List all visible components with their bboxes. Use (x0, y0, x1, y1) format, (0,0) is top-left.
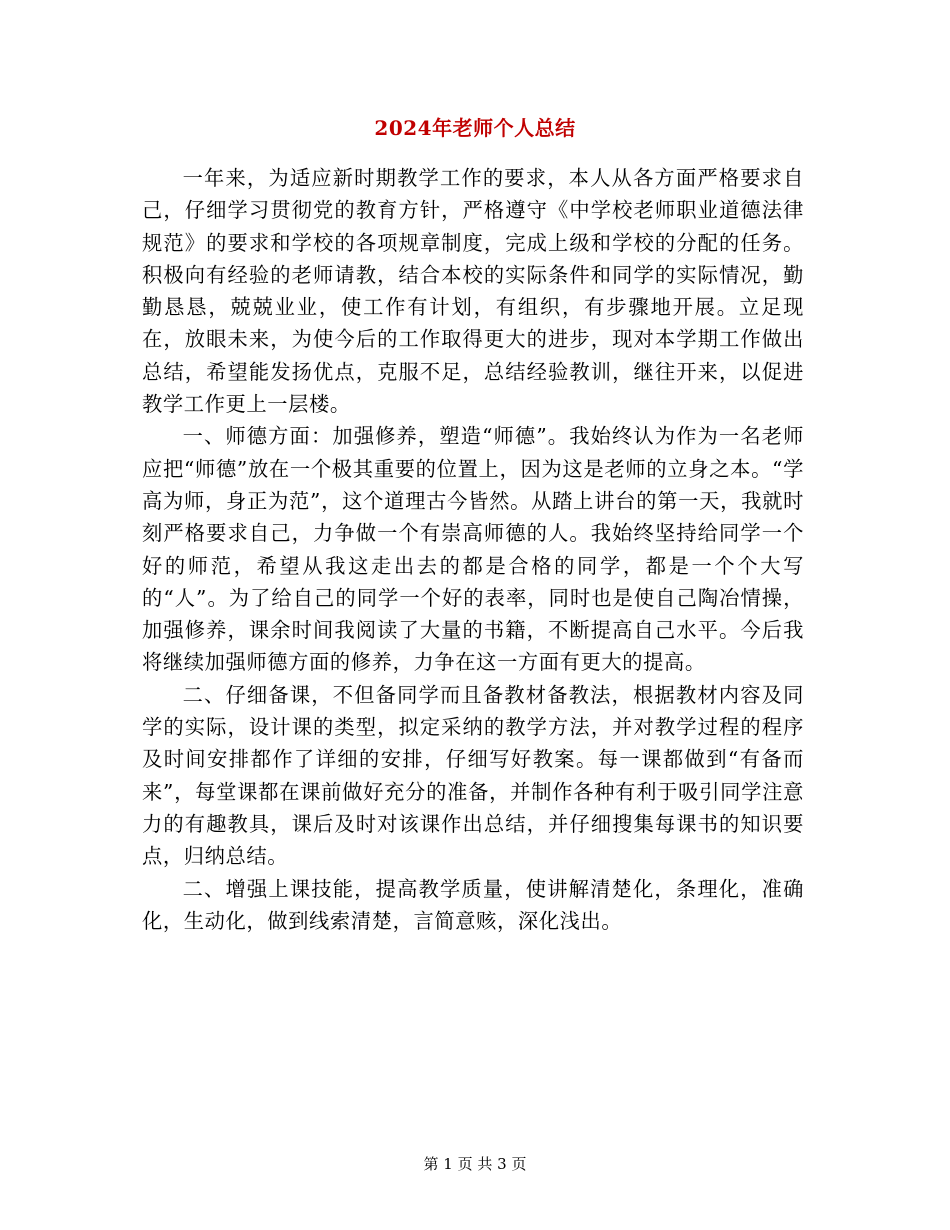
paragraph-intro: 一年来，为适应新时期教学工作的要求，本人从各方面严格要求自己，仔细学习贯彻党的教育方针，严格遵守《中学校老师职业道德法律规范》的要求和学校的各项规章制度，完成上级和学校的分配的任务。积极向有经验的老师请教，结合本校的实际条件和同学的实际情况，勤勤恳恳，兢兢业业，使工作有计划，有组织，有步骤地开展。立足现在，放眼未来，为使今后的工作取得更大的进步，现对本学期工作做出总结，希望能发扬优点，克服不足，总结经验教训，继往开来，以促进教学工作更上一层楼。 (142, 166, 804, 417)
paragraph-teaching-skills: 二、增强上课技能，提高教学质量，使讲解清楚化，条理化，准确化，生动化，做到线索清楚，言简意赅，深化浅出。 (142, 876, 804, 933)
page-number-footer: 第 1 页 共 3 页 (423, 1155, 527, 1173)
paragraph-teacher-ethics: 一、师德方面：加强修养，塑造“师德”。我始终认为作为一名老师应把“师德”放在一个极其重要的位置上，因为这是老师的立身之本。“学高为师，身正为范”，这个道理古今皆然。从踏上讲台的第一天，我就时刻严格要求自己，力争做一个有崇高师德的人。我始终坚持给同学一个好的师范，希望从我这走出去的都是合格的同学，都是一个个大写的“人”。为了给自己的同学一个好的表率，同时也是使自己陶冶情操，加强修养，课余时间我阅读了大量的书籍，不断提高自己水平。今后我将继续加强师德方面的修养，力争在这一方面有更大的提高。 (142, 424, 804, 675)
document-title: 2024年老师个人总结 (374, 116, 576, 140)
paragraph-lesson-preparation: 二、仔细备课，不但备同学而且备教材备教法，根据教材内容及同学的实际，设计课的类型，拟定采纳的教学方法，并对教学过程的程序及时间安排都作了详细的安排，仔细写好教案。每一课都做到“有备而来”，每堂课都在课前做好充分的准备，并制作各种有利于吸引同学注意力的有趣教具，课后及时对该课作出总结，并仔细搜集每课书的知识要点，归纳总结。 (142, 682, 804, 869)
document-body (142, 162, 804, 937)
